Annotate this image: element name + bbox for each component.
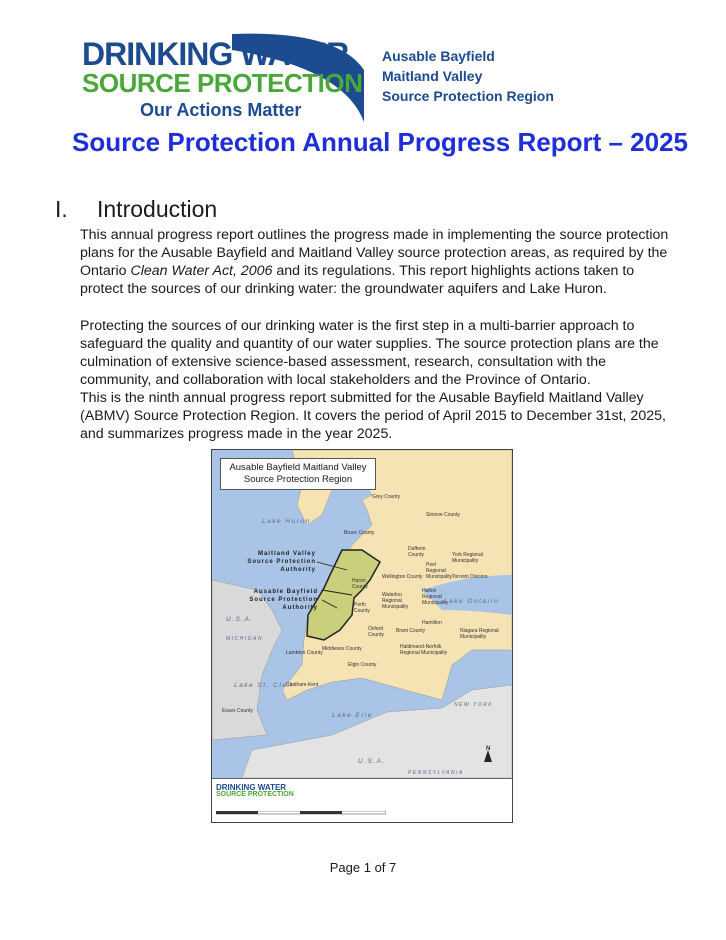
label-grey: Grey County	[372, 494, 401, 500]
label-huron: Huron County	[352, 578, 368, 590]
label-lake-st-clair: Lake St. Clair	[234, 682, 295, 689]
logo-line2: SOURCE PROTECTION	[82, 68, 363, 98]
label-york: York Regional Municipality	[452, 552, 483, 564]
label-waterloo: Waterloo Regional Municipality	[382, 592, 409, 610]
section-number: I.	[55, 196, 68, 222]
label-usa-west: U.S.A.	[226, 616, 254, 623]
label-essex: Essex County	[222, 708, 253, 714]
label-perth: Perth County	[354, 602, 370, 614]
label-wellington: Wellington County	[382, 574, 423, 580]
label-chatham-kent: Chatham-Kent	[286, 682, 319, 688]
p1-text-a: This annual progress report outlines the progress made in implementing the source protection plans for the Ausable Bayfield and Maitland Valley source protection areas, as required by the Ontario	[80, 227, 669, 279]
p1-text-b: and its regulations. This report highlights actions taken to protect the sources of our drinking water: the groundwater aquifers and Lake Huron.	[80, 263, 635, 297]
label-usa-south: U.S.A.	[358, 758, 386, 765]
page-number: Page 1 of 7	[329, 860, 397, 875]
region-map	[211, 449, 513, 823]
label-brant: Brant County	[396, 628, 426, 634]
label-haldimand: Haldimand-Norfolk Regional Municipality	[400, 644, 448, 656]
label-middlesex: Middlesex County	[322, 646, 362, 652]
label-oxford: Oxford County	[368, 626, 384, 638]
region-line1: Ausable Bayfield	[382, 48, 495, 64]
paragraph-1	[80, 226, 680, 298]
scale-bar-icon	[216, 811, 386, 815]
region-line2: Maitland Valley	[382, 68, 483, 84]
map-footer-logo-line2: SOURCE PROTECTION	[216, 791, 294, 798]
label-hamilton: Hamilton	[422, 620, 442, 626]
paragraph-3: This is the ninth annual progress report submitted for the Ausable Bayfield Maitland Valley (ABMV) Source Protection Region. It covers the period of April 2015 to December 31st, 2025, and summarizes progress made in the year 2025.	[80, 390, 666, 442]
label-simcoe: Simcoe County	[426, 512, 460, 518]
label-north: N	[486, 746, 491, 752]
label-lake-ontario: Lake Ontario	[444, 598, 500, 605]
report-title: Source Protection Annual Progress Report – 2025	[72, 127, 688, 157]
logo-tagline: Our Actions Matter	[140, 100, 302, 120]
label-elgin: Elgin County	[348, 662, 377, 668]
label-dufferin: Dufferin County	[408, 546, 426, 558]
label-mvca: Maitland Valley Source Protection Authority	[247, 551, 316, 573]
map-title: Ausable Bayfield Maitland Valley Source Protection Region	[220, 458, 376, 490]
label-niagara: Niagara Regional Municipality	[460, 628, 499, 640]
label-lake-erie: Lake Erie	[332, 712, 373, 719]
label-bruce: Bruce County	[344, 530, 375, 536]
label-michigan: MICHIGAN	[226, 636, 263, 642]
label-toronto: Toronto Division	[452, 574, 488, 580]
label-peel: Peel Regional Municipality	[426, 562, 453, 580]
map-footer-logo-line1: DRINKING WATER	[216, 783, 287, 792]
label-halton: Halton Regional Municipality	[422, 588, 449, 606]
region-name	[382, 46, 554, 106]
label-new-york: NEW YORK	[454, 702, 494, 708]
region-line3: Source Protection Region	[382, 88, 554, 104]
label-lambton: Lambton County	[286, 650, 323, 656]
section-heading	[55, 196, 217, 223]
header	[82, 30, 642, 122]
label-abca: Ausable Bayfield Source Protection Authority	[249, 589, 318, 611]
label-lake-huron: Lake Huron	[262, 518, 311, 525]
label-pennsylvania: PENNSYLVANIA	[408, 770, 464, 776]
logo-line1: DRINKING WATER	[82, 36, 349, 72]
section-title: Introduction	[97, 196, 218, 222]
map-footer	[212, 778, 512, 823]
paragraph-2: Protecting the sources of our drinking water is the first step in a multi-barrier approach to safeguard the quality and quantity of our water supplies. The source protection plans are the culmination of extensive science-based assessment, research, consultation with the community, and collaboration with local stakeholders and the Province of Ontario.	[80, 318, 659, 388]
p1-act-name: Clean Water Act, 2006	[130, 263, 273, 279]
